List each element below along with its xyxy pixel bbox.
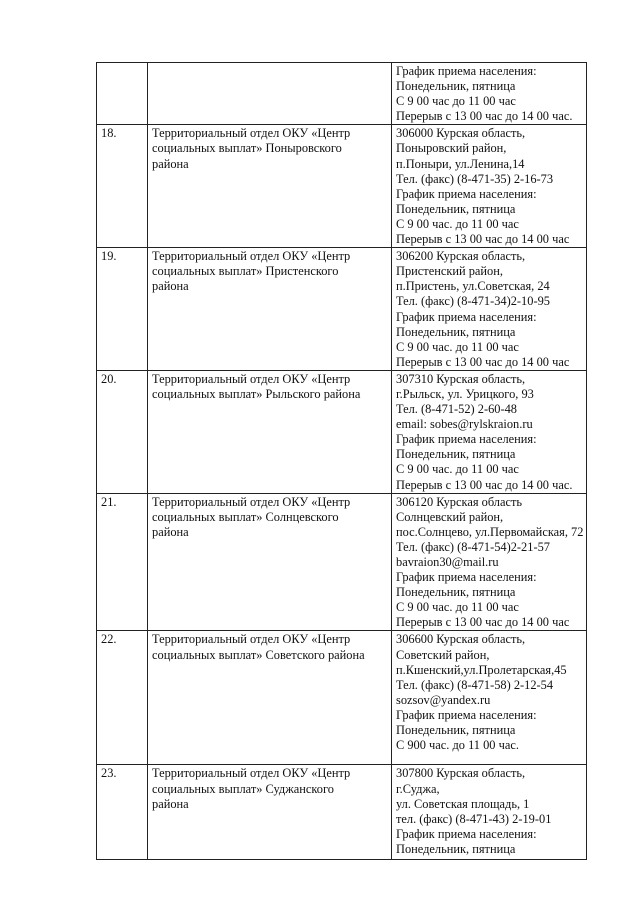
address-line: Тел. (8-471-52) 2-60-48: [396, 402, 517, 417]
row-number: 21.: [97, 493, 148, 631]
address-line: Понедельник, пятница: [396, 585, 516, 600]
office-name-cell: [148, 125, 392, 248]
office-name-line: Территориальный отдел ОКУ «Центр: [152, 371, 351, 386]
office-name-cell: [148, 248, 392, 371]
office-address-cell: [392, 765, 587, 860]
address-line: Тел. (факс) (8-471-54)2-21-57: [396, 539, 550, 554]
office-name-line: социальных выплат» Пристенского: [152, 264, 339, 279]
office-name-line: района: [152, 796, 189, 811]
office-name-line: Территориальный отдел ОКУ «Центр: [152, 249, 351, 264]
office-name-cell: [148, 493, 392, 631]
address-line: С 900 час. до 11 00 час.: [396, 738, 519, 753]
address-line: График приема населения:: [396, 186, 537, 201]
address-line: п.Пристень, ул.Советская, 24: [396, 279, 550, 294]
address-line: 307800 Курская область,: [396, 766, 526, 781]
office-name-cell: [148, 631, 392, 765]
office-name-line: Территориальный отдел ОКУ «Центр: [152, 632, 351, 647]
table-row: [97, 765, 587, 860]
address-line: email: sobes@rylskraion.ru: [396, 417, 533, 432]
office-name-line: района: [152, 156, 189, 171]
office-address-cell: [392, 370, 587, 493]
address-line: Перерыв с 13 00 час до 14 00 час.: [396, 477, 573, 492]
address-line: Тел. (факс) (8-471-58) 2-12-54: [396, 677, 554, 692]
address-line: Понедельник, пятница: [396, 447, 516, 462]
address-line: ул. Советская площадь, 1: [396, 796, 530, 811]
row-number: 20.: [97, 370, 148, 493]
address-line: Перерыв с 13 00 час до 14 00 час: [396, 232, 570, 247]
office-address-cell: [392, 248, 587, 371]
address-line: Перерыв с 13 00 час до 14 00 час.: [396, 109, 573, 124]
table-row: [97, 370, 587, 493]
office-name-line: социальных выплат» Поныровского: [152, 141, 342, 156]
row-number: 18.: [97, 125, 148, 248]
office-name-line: Территориальный отдел ОКУ «Центр: [152, 766, 351, 781]
office-name-cell: [148, 370, 392, 493]
address-line: п.Кшенский,ул.Пролетарская,45: [396, 662, 567, 677]
office-address-cell: [392, 631, 587, 765]
offices-table: [96, 62, 587, 860]
address-line: С 9 00 час. до 11 00 час: [396, 339, 519, 354]
address-line: Солнцевский район,: [396, 509, 504, 524]
office-name-line: Территориальный отдел ОКУ «Центр: [152, 494, 351, 509]
office-address-cell: [392, 125, 587, 248]
address-line: С 9 00 час. до 11 00 час: [396, 216, 519, 231]
table-row: [97, 63, 587, 125]
table-row: [97, 631, 587, 765]
row-number: 22.: [97, 631, 148, 765]
address-line: Тел. (факс) (8-471-35) 2-16-73: [396, 171, 554, 186]
address-line: Понедельник, пятница: [396, 79, 516, 94]
address-line: bavraion30@mail.ru: [396, 555, 499, 569]
address-line: п.Поныри, ул.Ленина,14: [396, 156, 525, 171]
address-line: График приема населения:: [396, 64, 537, 78]
address-line: пос.Солнцево, ул.Первомайская, 72: [396, 524, 584, 539]
address-line: С 9 00 час. до 11 00 час: [396, 462, 519, 477]
address-line: 307310 Курская область,: [396, 371, 526, 386]
table-row: [97, 125, 587, 248]
office-name-line: района: [152, 524, 189, 539]
address-line: Пристенский район,: [396, 264, 503, 279]
address-line: С 9 00 час. до 11 00 час: [396, 600, 519, 615]
address-line: 306200 Курская область,: [396, 249, 526, 264]
office-address-cell: [392, 493, 587, 631]
address-line: 306600 Курская область,: [396, 632, 526, 647]
address-line: Понедельник, пятница: [396, 201, 516, 216]
address-line: Перерыв с 13 00 час до 14 00 час: [396, 615, 570, 630]
table-row: [97, 248, 587, 371]
address-line: Поныровский район,: [396, 141, 507, 156]
address-line: График приема населения:: [396, 826, 537, 841]
address-line: 306120 Курская область: [396, 494, 523, 509]
address-line: С 9 00 час до 11 00 час: [396, 94, 516, 109]
address-line: График приема населения:: [396, 570, 537, 585]
row-number: [97, 63, 148, 125]
office-name-line: социальных выплат» Советского района: [152, 647, 365, 662]
address-line: График приема населения:: [396, 707, 537, 722]
address-line: г.Рыльск, ул. Урицкого, 93: [396, 386, 534, 401]
office-name-cell: [148, 63, 392, 125]
office-address-cell: [392, 63, 587, 125]
office-name-line: социальных выплат» Солнцевского: [152, 509, 339, 524]
address-line: sozsov@yandex.ru: [396, 692, 491, 707]
office-name-line: Территориальный отдел ОКУ «Центр: [152, 126, 351, 141]
address-line: Советский район,: [396, 647, 490, 662]
office-name-line: социальных выплат» Рыльского района: [152, 386, 361, 401]
address-line: График приема населения:: [396, 432, 537, 447]
address-line: Понедельник, пятница: [396, 324, 516, 339]
address-line: тел. (факс) (8-471-43) 2-19-01: [396, 811, 552, 826]
row-number: 19.: [97, 248, 148, 371]
address-line: Понедельник, пятница: [396, 723, 516, 738]
office-name-line: социальных выплат» Суджанского: [152, 781, 334, 796]
address-line: г.Суджа,: [396, 781, 440, 796]
address-line: Понедельник, пятница: [396, 841, 516, 856]
table-row: [97, 493, 587, 631]
address-line: График приема населения:: [396, 309, 537, 324]
office-name-cell: [148, 765, 392, 860]
address-line: 306000 Курская область,: [396, 126, 526, 141]
row-number: 23.: [97, 765, 148, 860]
office-name-line: района: [152, 279, 189, 294]
address-line: Тел. (факс) (8-471-34)2-10-95: [396, 294, 550, 309]
offices-table-body: [97, 63, 587, 860]
address-line: Перерыв с 13 00 час до 14 00 час: [396, 354, 570, 369]
